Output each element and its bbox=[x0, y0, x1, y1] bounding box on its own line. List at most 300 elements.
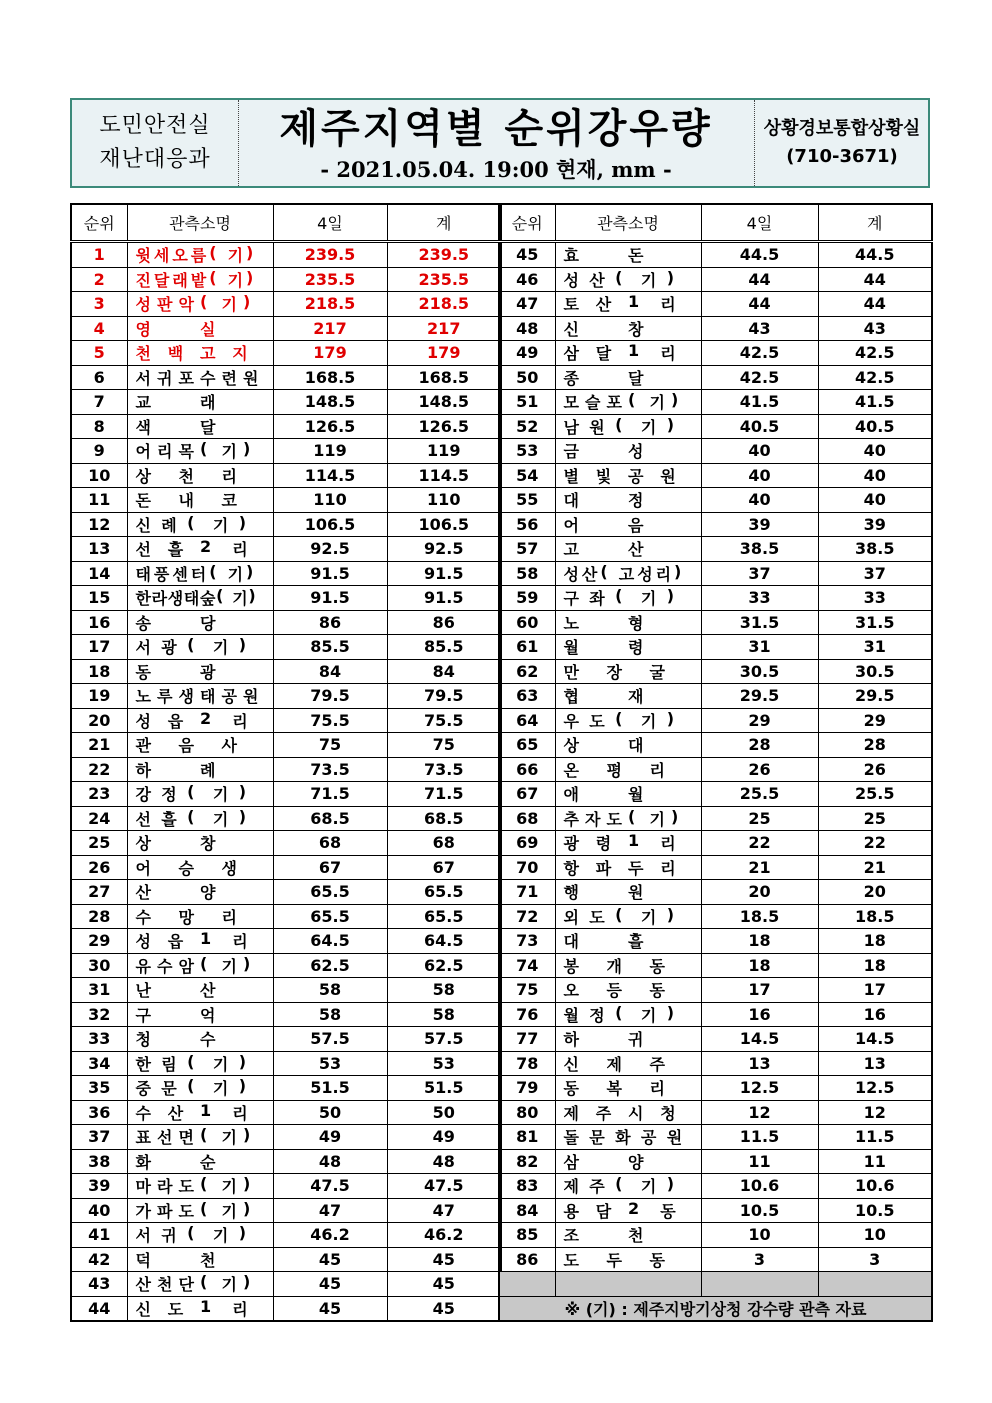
total-rain-cell: 10.6 bbox=[818, 1174, 932, 1199]
rank-cell: 1 bbox=[71, 242, 127, 268]
total-rain-cell: 46.2 bbox=[387, 1223, 501, 1248]
total-rain-cell: 33 bbox=[818, 586, 932, 611]
total-rain-cell: 30.5 bbox=[818, 659, 932, 684]
station-name-text: 성 읍 1 리 bbox=[135, 929, 248, 952]
table-row bbox=[71, 1296, 501, 1321]
rank-cell: 3 bbox=[71, 292, 127, 317]
total-rain-cell: 20 bbox=[818, 880, 932, 905]
rank-cell: 43 bbox=[71, 1272, 127, 1297]
department-block bbox=[72, 100, 238, 186]
station-cell bbox=[127, 806, 273, 831]
rank-cell: 12 bbox=[71, 512, 127, 537]
station-name-text: 어 승 생 bbox=[135, 858, 237, 878]
table-row bbox=[71, 488, 501, 513]
station-cell bbox=[127, 1100, 273, 1125]
total-rain-cell: 57.5 bbox=[387, 1027, 501, 1052]
day-rain-cell: 65.5 bbox=[273, 880, 387, 905]
total-rain-cell: 58 bbox=[387, 978, 501, 1003]
station-cell bbox=[127, 242, 273, 268]
total-rain-cell: 75.5 bbox=[387, 708, 501, 733]
station-cell bbox=[555, 708, 701, 733]
station-name-text: 동 광 bbox=[135, 662, 216, 682]
station-cell bbox=[127, 855, 273, 880]
total-rain-cell: 13 bbox=[818, 1051, 932, 1076]
rank-cell: 25 bbox=[71, 831, 127, 856]
day-rain-cell: 31.5 bbox=[701, 610, 818, 635]
table-row bbox=[499, 708, 932, 733]
total-rain-cell: 14.5 bbox=[818, 1027, 932, 1052]
station-name-text: 한 라 생 태 숲 ( 기 ) bbox=[135, 586, 256, 609]
station-name-text: 신 창 bbox=[563, 319, 644, 339]
station-name-text: 종 달 bbox=[563, 368, 644, 388]
day-rain-cell: 41.5 bbox=[701, 390, 818, 415]
table-row bbox=[71, 1027, 501, 1052]
day-rain-cell: 67 bbox=[273, 855, 387, 880]
station-cell bbox=[127, 586, 273, 611]
day-rain-cell: 44.5 bbox=[701, 242, 818, 268]
total-rain-cell: 84 bbox=[387, 659, 501, 684]
station-cell bbox=[555, 757, 701, 782]
empty-cell bbox=[701, 1272, 818, 1297]
day-rain-cell: 68.5 bbox=[273, 806, 387, 831]
rank-cell: 14 bbox=[71, 561, 127, 586]
station-name-text: 고 산 bbox=[563, 540, 644, 560]
total-rain-cell: 44 bbox=[818, 267, 932, 292]
station-name-text: 효 돈 bbox=[563, 246, 644, 266]
station-cell bbox=[127, 1051, 273, 1076]
table-row bbox=[499, 561, 932, 586]
total-rain-cell: 12 bbox=[818, 1100, 932, 1125]
footnote: ※ (기) : 제주지방기상청 강수량 관측 자료 bbox=[499, 1296, 932, 1321]
table-row bbox=[499, 610, 932, 635]
rank-cell: 41 bbox=[71, 1223, 127, 1248]
station-cell bbox=[127, 1076, 273, 1101]
day-rain-cell: 110 bbox=[273, 488, 387, 513]
rank-cell: 75 bbox=[499, 978, 555, 1003]
rank-cell: 63 bbox=[499, 684, 555, 709]
table-row bbox=[499, 978, 932, 1003]
station-cell bbox=[127, 1125, 273, 1150]
day-rain-cell: 79.5 bbox=[273, 684, 387, 709]
day-rain-cell: 126.5 bbox=[273, 414, 387, 439]
day-rain-cell: 43 bbox=[701, 316, 818, 341]
table-row bbox=[71, 831, 501, 856]
station-cell bbox=[555, 463, 701, 488]
station-cell bbox=[555, 561, 701, 586]
station-name-text: 수 산 1 리 bbox=[135, 1100, 248, 1123]
rank-cell: 51 bbox=[499, 390, 555, 415]
day-rain-cell: 30.5 bbox=[701, 659, 818, 684]
rank-cell: 19 bbox=[71, 684, 127, 709]
rank-cell: 16 bbox=[71, 610, 127, 635]
table-body bbox=[71, 242, 501, 1322]
station-cell bbox=[127, 341, 273, 366]
table-row bbox=[499, 586, 932, 611]
day-rain-cell: 29 bbox=[701, 708, 818, 733]
day-rain-cell: 45 bbox=[273, 1296, 387, 1321]
rank-cell: 17 bbox=[71, 635, 127, 660]
total-rain-cell: 47.5 bbox=[387, 1174, 501, 1199]
day-rain-cell: 106.5 bbox=[273, 512, 387, 537]
station-name-text: 상 창 bbox=[135, 834, 216, 854]
station-name-text: 돈 내 코 bbox=[135, 491, 237, 511]
rank-cell: 39 bbox=[71, 1174, 127, 1199]
total-rain-cell: 26 bbox=[818, 757, 932, 782]
rank-cell: 66 bbox=[499, 757, 555, 782]
day-rain-cell: 58 bbox=[273, 1002, 387, 1027]
total-rain-cell: 42.5 bbox=[818, 365, 932, 390]
table-row bbox=[499, 855, 932, 880]
day-rain-cell: 218.5 bbox=[273, 292, 387, 317]
station-cell bbox=[127, 953, 273, 978]
total-rain-cell: 10.5 bbox=[818, 1198, 932, 1223]
total-rain-cell: 71.5 bbox=[387, 782, 501, 807]
rank-cell: 79 bbox=[499, 1076, 555, 1101]
rank-cell: 24 bbox=[71, 806, 127, 831]
total-rain-cell: 65.5 bbox=[387, 880, 501, 905]
table-row bbox=[71, 978, 501, 1003]
total-rain-cell: 168.5 bbox=[387, 365, 501, 390]
table-row bbox=[499, 414, 932, 439]
total-rain-cell: 17 bbox=[818, 978, 932, 1003]
station-name-text: 유 수 암 ( 기 ) bbox=[135, 953, 251, 976]
day-rain-cell: 64.5 bbox=[273, 929, 387, 954]
total-rain-cell: 68.5 bbox=[387, 806, 501, 831]
day-rain-cell: 20 bbox=[701, 880, 818, 905]
day-rain-cell: 26 bbox=[701, 757, 818, 782]
day-rain-cell: 168.5 bbox=[273, 365, 387, 390]
table-row bbox=[71, 463, 501, 488]
station-name-text: 중 문 ( 기 ) bbox=[135, 1076, 246, 1099]
day-rain-cell: 18 bbox=[701, 929, 818, 954]
rank-cell: 46 bbox=[499, 267, 555, 292]
station-cell bbox=[127, 708, 273, 733]
table-row bbox=[71, 635, 501, 660]
rank-cell: 7 bbox=[71, 390, 127, 415]
total-rain-cell: 48 bbox=[387, 1149, 501, 1174]
station-name-text: 가 파 도 ( 기 ) bbox=[135, 1198, 251, 1221]
rank-cell: 67 bbox=[499, 782, 555, 807]
station-cell bbox=[555, 488, 701, 513]
table-row bbox=[71, 733, 501, 758]
table-row bbox=[499, 267, 932, 292]
station-name-text: 금 성 bbox=[563, 442, 644, 462]
day-rain-cell: 12.5 bbox=[701, 1076, 818, 1101]
station-cell bbox=[127, 512, 273, 537]
table-row bbox=[71, 953, 501, 978]
station-cell bbox=[555, 586, 701, 611]
station-cell bbox=[127, 1027, 273, 1052]
station-name-text: 덕 천 bbox=[135, 1250, 216, 1270]
station-name-text: 성 산 ( 기 ) bbox=[563, 267, 674, 290]
total-rain-cell: 18 bbox=[818, 953, 932, 978]
total-rain-cell: 45 bbox=[387, 1296, 501, 1321]
table-row bbox=[71, 1174, 501, 1199]
station-name-text: 태 풍 센 터 ( 기 ) bbox=[135, 561, 254, 584]
rank-cell: 52 bbox=[499, 414, 555, 439]
day-rain-cell: 29.5 bbox=[701, 684, 818, 709]
station-cell bbox=[127, 610, 273, 635]
station-name-text: 선 흘 ( 기 ) bbox=[135, 806, 246, 829]
day-rain-cell: 3 bbox=[701, 1247, 818, 1272]
day-rain-cell: 53 bbox=[273, 1051, 387, 1076]
station-cell bbox=[127, 1002, 273, 1027]
station-name-text: 선 흘 2 리 bbox=[135, 537, 248, 560]
table-row bbox=[71, 806, 501, 831]
day-rain-cell: 40 bbox=[701, 439, 818, 464]
rank-cell: 81 bbox=[499, 1125, 555, 1150]
station-name-text: 오 등 동 bbox=[563, 981, 665, 1001]
rank-cell: 22 bbox=[71, 757, 127, 782]
station-cell bbox=[555, 978, 701, 1003]
rank-cell: 35 bbox=[71, 1076, 127, 1101]
table-row bbox=[71, 512, 501, 537]
station-cell bbox=[127, 390, 273, 415]
station-name-text: 교 래 bbox=[135, 393, 216, 413]
day-rain-cell: 39 bbox=[701, 512, 818, 537]
table-row bbox=[499, 390, 932, 415]
rank-cell: 55 bbox=[499, 488, 555, 513]
station-cell bbox=[555, 610, 701, 635]
table-row bbox=[71, 904, 501, 929]
station-cell bbox=[127, 1223, 273, 1248]
rank-cell: 38 bbox=[71, 1149, 127, 1174]
table-row bbox=[71, 390, 501, 415]
station-cell bbox=[127, 1149, 273, 1174]
empty-row bbox=[499, 1272, 932, 1297]
rank-cell: 49 bbox=[499, 341, 555, 366]
station-name-text: 윗 세 오 름 ( 기 ) bbox=[135, 243, 254, 266]
empty-cell bbox=[555, 1272, 701, 1297]
day-rain-cell: 91.5 bbox=[273, 561, 387, 586]
rank-cell: 36 bbox=[71, 1100, 127, 1125]
office-phone: (710-3671) bbox=[786, 146, 898, 167]
station-cell bbox=[127, 267, 273, 292]
total-rain-cell: 110 bbox=[387, 488, 501, 513]
table-row bbox=[71, 365, 501, 390]
total-rain-cell: 85.5 bbox=[387, 635, 501, 660]
station-name-text: 상 천 리 bbox=[135, 466, 237, 486]
rank-cell: 6 bbox=[71, 365, 127, 390]
station-cell bbox=[127, 365, 273, 390]
rank-cell: 31 bbox=[71, 978, 127, 1003]
col-rank: 순위 bbox=[499, 204, 555, 242]
station-name-text: 서 귀 ( 기 ) bbox=[135, 1223, 246, 1246]
rank-cell: 61 bbox=[499, 635, 555, 660]
rank-cell: 53 bbox=[499, 439, 555, 464]
station-cell bbox=[555, 1198, 701, 1223]
station-cell bbox=[127, 439, 273, 464]
col-total: 계 bbox=[818, 204, 932, 242]
station-cell bbox=[555, 733, 701, 758]
total-rain-cell: 51.5 bbox=[387, 1076, 501, 1101]
total-rain-cell: 44 bbox=[818, 292, 932, 317]
rank-cell: 42 bbox=[71, 1247, 127, 1272]
station-cell bbox=[555, 1174, 701, 1199]
title-block bbox=[238, 100, 754, 186]
day-rain-cell: 58 bbox=[273, 978, 387, 1003]
station-name-text: 신 도 1 리 bbox=[135, 1296, 248, 1319]
rank-cell: 34 bbox=[71, 1051, 127, 1076]
station-name-text: 남 원 ( 기 ) bbox=[563, 414, 674, 437]
station-name-text: 노 형 bbox=[563, 613, 644, 633]
station-name-text: 한 림 ( 기 ) bbox=[135, 1051, 246, 1074]
day-rain-cell: 18 bbox=[701, 953, 818, 978]
day-rain-cell: 46.2 bbox=[273, 1223, 387, 1248]
station-cell bbox=[555, 1100, 701, 1125]
table-row bbox=[499, 1198, 932, 1223]
col-total: 계 bbox=[387, 204, 501, 242]
station-name-text: 청 수 bbox=[135, 1030, 216, 1050]
station-cell bbox=[127, 414, 273, 439]
day-rain-cell: 16 bbox=[701, 1002, 818, 1027]
station-cell bbox=[555, 1027, 701, 1052]
day-rain-cell: 239.5 bbox=[273, 242, 387, 268]
col-station: 관측소명 bbox=[127, 204, 273, 242]
table-header-row bbox=[71, 204, 501, 242]
page-subtitle: - 2021.05.04. 19:00 현재, mm - bbox=[320, 157, 672, 182]
rank-cell: 62 bbox=[499, 659, 555, 684]
day-rain-cell: 57.5 bbox=[273, 1027, 387, 1052]
day-rain-cell: 22 bbox=[701, 831, 818, 856]
station-name-text: 온 평 리 bbox=[563, 760, 665, 780]
total-rain-cell: 31 bbox=[818, 635, 932, 660]
station-name-text: 산 양 bbox=[135, 883, 216, 903]
station-name-text: 모 슬 포 ( 기 ) bbox=[563, 390, 679, 413]
station-name-text: 신 례 ( 기 ) bbox=[135, 512, 246, 535]
station-name-text: 성 판 악 ( 기 ) bbox=[135, 292, 251, 315]
total-rain-cell: 28 bbox=[818, 733, 932, 758]
table-row bbox=[499, 904, 932, 929]
day-rain-cell: 12 bbox=[701, 1100, 818, 1125]
col-rank: 순위 bbox=[71, 204, 127, 242]
station-name-text: 도 두 동 bbox=[563, 1250, 665, 1270]
day-rain-cell: 44 bbox=[701, 267, 818, 292]
total-rain-cell: 50 bbox=[387, 1100, 501, 1125]
table-row bbox=[499, 1149, 932, 1174]
total-rain-cell: 67 bbox=[387, 855, 501, 880]
total-rain-cell: 91.5 bbox=[387, 561, 501, 586]
station-cell bbox=[127, 1247, 273, 1272]
table-row bbox=[71, 586, 501, 611]
table-row bbox=[499, 806, 932, 831]
day-rain-cell: 10 bbox=[701, 1223, 818, 1248]
table-row bbox=[71, 267, 501, 292]
station-name-text: 하 귀 bbox=[563, 1030, 644, 1050]
station-cell bbox=[555, 1002, 701, 1027]
table-row bbox=[499, 1076, 932, 1101]
table-row bbox=[499, 365, 932, 390]
station-cell bbox=[555, 929, 701, 954]
report-header bbox=[70, 98, 930, 188]
station-name-text: 우 도 ( 기 ) bbox=[563, 708, 674, 731]
rank-cell: 50 bbox=[499, 365, 555, 390]
station-name-text: 대 흘 bbox=[563, 932, 644, 952]
table-row bbox=[71, 561, 501, 586]
station-name-text: 항 파 두 리 bbox=[563, 858, 676, 878]
total-rain-cell: 47 bbox=[387, 1198, 501, 1223]
footnote-row bbox=[499, 1296, 932, 1321]
rank-cell: 85 bbox=[499, 1223, 555, 1248]
table-row bbox=[71, 1149, 501, 1174]
station-name-text: 수 망 리 bbox=[135, 907, 237, 927]
table-row bbox=[71, 341, 501, 366]
rank-cell: 73 bbox=[499, 929, 555, 954]
station-name-text: 광 령 1 리 bbox=[563, 831, 676, 854]
total-rain-cell: 38.5 bbox=[818, 537, 932, 562]
total-rain-cell: 148.5 bbox=[387, 390, 501, 415]
table-header-row bbox=[499, 204, 932, 242]
rank-cell: 58 bbox=[499, 561, 555, 586]
rank-cell: 30 bbox=[71, 953, 127, 978]
station-name-text: 행 원 bbox=[563, 883, 644, 903]
rank-cell: 74 bbox=[499, 953, 555, 978]
table-row bbox=[499, 757, 932, 782]
total-rain-cell: 18.5 bbox=[818, 904, 932, 929]
table-row bbox=[71, 880, 501, 905]
total-rain-cell: 21 bbox=[818, 855, 932, 880]
rank-cell: 77 bbox=[499, 1027, 555, 1052]
station-cell bbox=[555, 267, 701, 292]
rank-cell: 11 bbox=[71, 488, 127, 513]
total-rain-cell: 73.5 bbox=[387, 757, 501, 782]
rank-cell: 80 bbox=[499, 1100, 555, 1125]
station-name-text: 어 음 bbox=[563, 515, 644, 535]
table-row bbox=[499, 463, 932, 488]
table-row bbox=[71, 1100, 501, 1125]
day-rain-cell: 75.5 bbox=[273, 708, 387, 733]
station-name-text: 영 실 bbox=[135, 319, 216, 339]
station-name-text: 삼 양 bbox=[563, 1152, 644, 1172]
rainfall-table-left bbox=[70, 203, 502, 1322]
total-rain-cell: 41.5 bbox=[818, 390, 932, 415]
total-rain-cell: 25 bbox=[818, 806, 932, 831]
rank-cell: 33 bbox=[71, 1027, 127, 1052]
day-rain-cell: 48 bbox=[273, 1149, 387, 1174]
station-cell bbox=[555, 1223, 701, 1248]
rank-cell: 5 bbox=[71, 341, 127, 366]
table-row bbox=[71, 316, 501, 341]
total-rain-cell: 29.5 bbox=[818, 684, 932, 709]
table-row bbox=[71, 1002, 501, 1027]
day-rain-cell: 33 bbox=[701, 586, 818, 611]
col-day: 4일 bbox=[273, 204, 387, 242]
total-rain-cell: 25.5 bbox=[818, 782, 932, 807]
rank-cell: 54 bbox=[499, 463, 555, 488]
rank-cell: 28 bbox=[71, 904, 127, 929]
rank-cell: 69 bbox=[499, 831, 555, 856]
table-row bbox=[71, 537, 501, 562]
total-rain-cell: 45 bbox=[387, 1272, 501, 1297]
rank-cell: 15 bbox=[71, 586, 127, 611]
rank-cell: 84 bbox=[499, 1198, 555, 1223]
total-rain-cell: 18 bbox=[818, 929, 932, 954]
total-rain-cell: 106.5 bbox=[387, 512, 501, 537]
rank-cell: 78 bbox=[499, 1051, 555, 1076]
day-rain-cell: 84 bbox=[273, 659, 387, 684]
day-rain-cell: 28 bbox=[701, 733, 818, 758]
station-name-text: 마 라 도 ( 기 ) bbox=[135, 1174, 251, 1197]
empty-cell bbox=[499, 1272, 555, 1297]
station-cell bbox=[127, 292, 273, 317]
table-row bbox=[71, 1125, 501, 1150]
day-rain-cell: 31 bbox=[701, 635, 818, 660]
station-name-text: 성 읍 2 리 bbox=[135, 708, 248, 731]
total-rain-cell: 53 bbox=[387, 1051, 501, 1076]
table-row bbox=[71, 610, 501, 635]
rank-cell: 60 bbox=[499, 610, 555, 635]
station-name-text: 제 주 ( 기 ) bbox=[563, 1174, 674, 1197]
